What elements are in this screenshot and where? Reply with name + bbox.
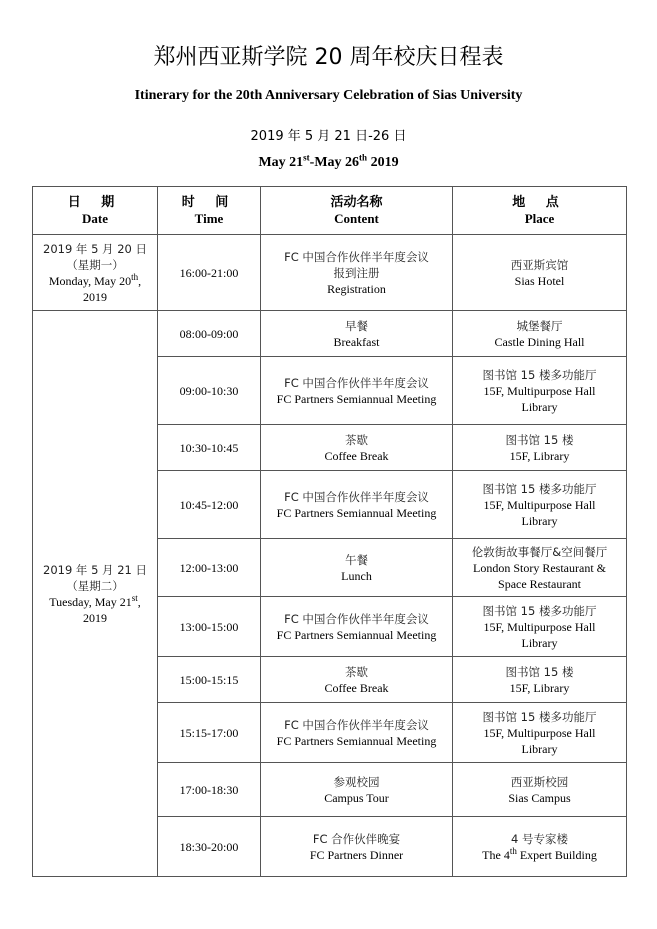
- content-cell: 茶歇 Coffee Break: [261, 657, 453, 703]
- itinerary-table: [32, 186, 627, 877]
- content-cell: FC 中国合作伙伴半年度会议 FC Partners Semiannual Meeting: [261, 471, 453, 539]
- time-cell: 15:15-17:00: [158, 703, 261, 763]
- content-cell: 午餐 Lunch: [261, 539, 453, 597]
- date-range-en: May 21st-May 26th 2019: [258, 152, 399, 170]
- time-cell: 09:00-10:30: [158, 357, 261, 425]
- page-subtitle: Itinerary for the 20th Anniversary Celebration of Sias University: [134, 88, 523, 103]
- column-header-place: 地 点 Place: [453, 187, 627, 235]
- table-row: [33, 311, 627, 357]
- time-cell: 10:45-12:00: [158, 471, 261, 539]
- column-header-date: 日 期 Date: [33, 187, 158, 235]
- date-cell-day1: 2019 年 5 月 20 日 （星期一） Monday, May 20th, 2019: [33, 235, 158, 311]
- content-cell: 茶歇 Coffee Break: [261, 425, 453, 471]
- content-cell: FC 中国合作伙伴半年度会议 FC Partners Semiannual Meeting: [261, 703, 453, 763]
- place-cell: 西亚斯宾馆 Sias Hotel: [453, 235, 627, 311]
- place-cell: 西亚斯校园 Sias Campus: [453, 763, 627, 817]
- table-header-row: [33, 187, 627, 235]
- time-cell: 10:30-10:45: [158, 425, 261, 471]
- time-cell: 12:00-13:00: [158, 539, 261, 597]
- content-cell: FC 中国合作伙伴半年度会议 报到注册 Registration: [261, 235, 453, 311]
- content-cell: 早餐 Breakfast: [261, 311, 453, 357]
- place-cell: 伦敦街故事餐厅&空间餐厅 London Story Restaurant & Space Restaurant: [453, 539, 627, 597]
- time-cell: 17:00-18:30: [158, 763, 261, 817]
- place-cell: 4 号专家楼 The 4th Expert Building: [453, 817, 627, 877]
- time-cell: 18:30-20:00: [158, 817, 261, 877]
- time-cell: 08:00-09:00: [158, 311, 261, 357]
- time-cell: 15:00-15:15: [158, 657, 261, 703]
- time-cell: 16:00-21:00: [158, 235, 261, 311]
- content-cell: FC 中国合作伙伴半年度会议 FC Partners Semiannual Meeting: [261, 357, 453, 425]
- time-cell: 13:00-15:00: [158, 597, 261, 657]
- content-cell: 参观校园 Campus Tour: [261, 763, 453, 817]
- place-cell: 图书馆 15 楼多功能厅 15F, Multipurpose Hall Library: [453, 703, 627, 763]
- page-title: 郑州西亚斯学院 20 周年校庆日程表: [153, 45, 504, 70]
- place-cell: 图书馆 15 楼多功能厅 15F, Multipurpose Hall Library: [453, 357, 627, 425]
- content-cell: FC 合作伙伴晚宴 FC Partners Dinner: [261, 817, 453, 877]
- table-row: [33, 235, 627, 311]
- place-cell: 城堡餐厅 Castle Dining Hall: [453, 311, 627, 357]
- place-cell: 图书馆 15 楼 15F, Library: [453, 425, 627, 471]
- place-cell: 图书馆 15 楼多功能厅 15F, Multipurpose Hall Library: [453, 471, 627, 539]
- date-range-cn: 2019 年 5 月 21 日-26 日: [250, 129, 407, 144]
- place-cell: 图书馆 15 楼多功能厅 15F, Multipurpose Hall Library: [453, 597, 627, 657]
- column-header-content: 活动名称 Content: [261, 187, 453, 235]
- column-header-time: 时 间 Time: [158, 187, 261, 235]
- date-cell-day2: 2019 年 5 月 21 日 （星期二） Tuesday, May 21st, 2019: [33, 311, 158, 877]
- place-cell: 图书馆 15 楼 15F, Library: [453, 657, 627, 703]
- content-cell: FC 中国合作伙伴半年度会议 FC Partners Semiannual Meeting: [261, 597, 453, 657]
